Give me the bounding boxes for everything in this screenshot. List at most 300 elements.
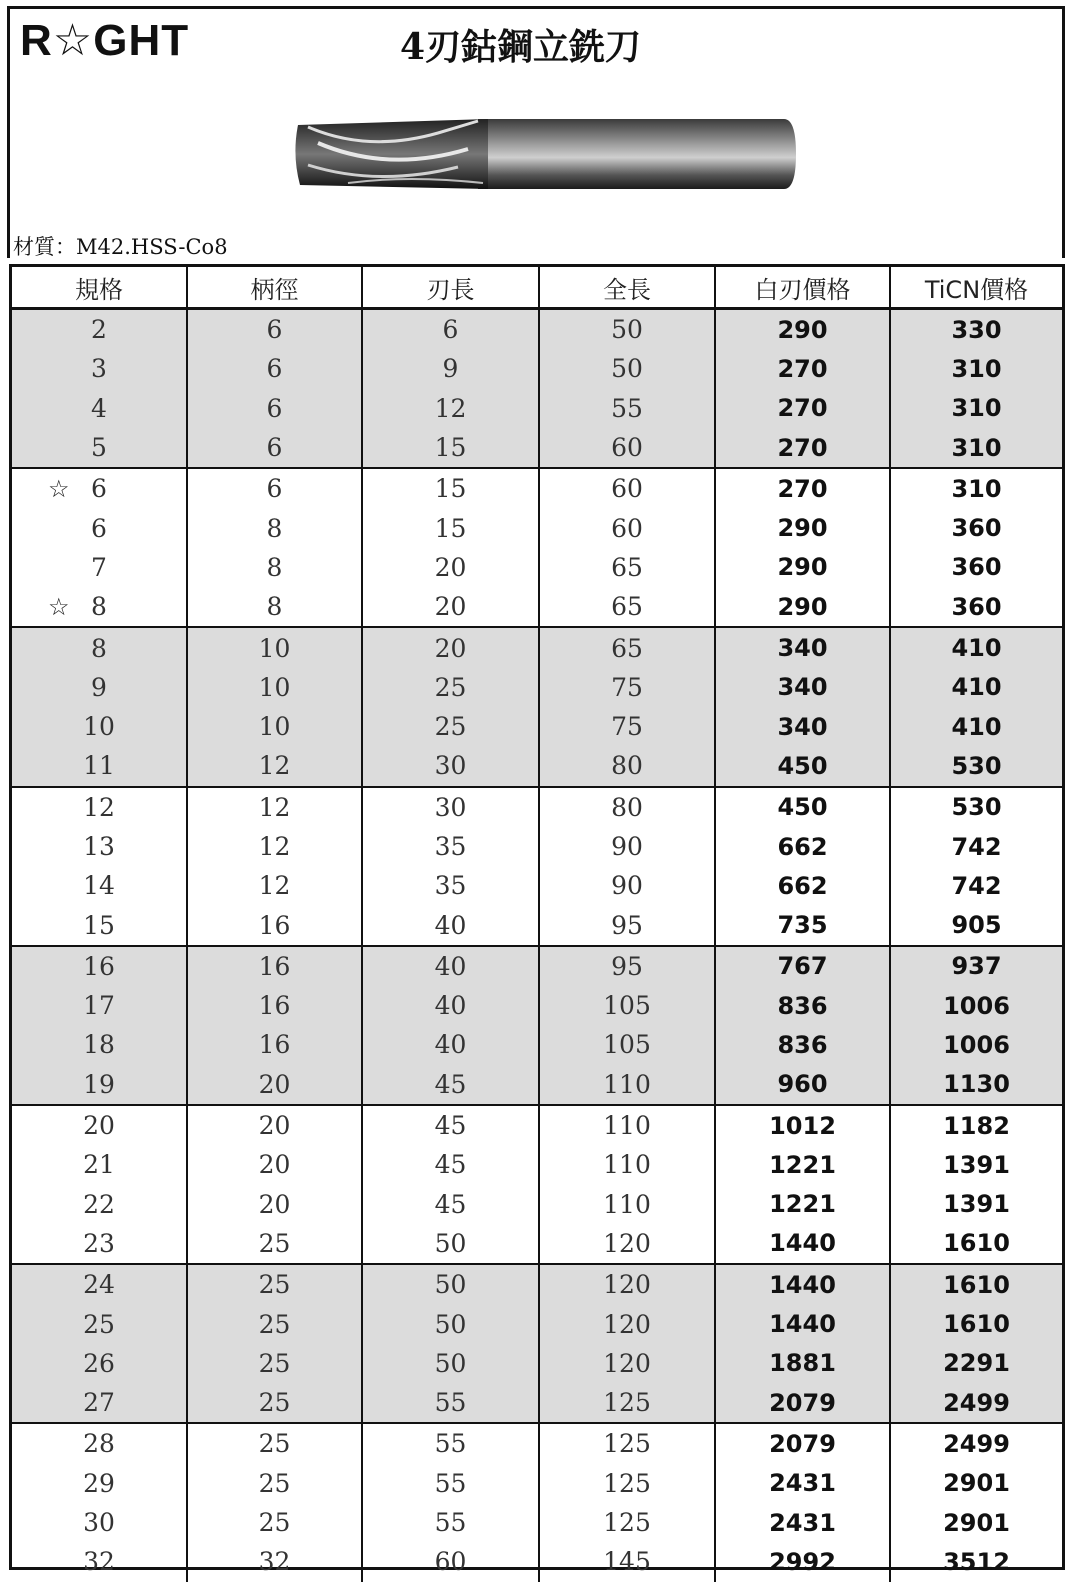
cell-value: 95 <box>611 910 643 940</box>
table-cell-shank <box>188 628 363 667</box>
table-row <box>12 1224 1062 1263</box>
cell-value: 60 <box>611 474 643 504</box>
cell-value: 25 <box>83 1309 115 1339</box>
table-cell-size <box>12 349 188 388</box>
table-cell-size <box>12 1304 188 1343</box>
table-cell-size <box>12 866 188 905</box>
cell-value: 28 <box>83 1429 115 1459</box>
cell-value: 960 <box>777 1070 828 1099</box>
table-cell-plain <box>716 707 891 746</box>
cell-value: 10 <box>258 712 291 742</box>
table-body <box>12 310 1062 1582</box>
cell-value: 20 <box>258 1111 291 1141</box>
cell-value: 20 <box>258 1150 291 1180</box>
table-cell-size <box>12 986 188 1025</box>
cell-value: 65 <box>611 552 643 582</box>
cell-value: 16 <box>258 951 291 981</box>
cell-value: 15 <box>434 513 467 543</box>
table-cell-flute <box>363 1503 540 1542</box>
table-cell-overall <box>540 1106 716 1145</box>
table-cell-overall <box>540 428 716 467</box>
table-cell-plain <box>716 1304 891 1343</box>
cell-value: 8 <box>91 633 107 663</box>
table-cell-overall <box>540 707 716 746</box>
table-cell-overall <box>540 1185 716 1224</box>
cell-value: 767 <box>777 952 828 981</box>
table-cell-overall <box>540 866 716 905</box>
table-cell-size <box>12 428 188 467</box>
table-cell-ticn <box>891 587 1062 626</box>
cell-value: 310 <box>951 354 1002 383</box>
table-cell-shank <box>188 349 363 388</box>
table-cell-size <box>12 1424 188 1463</box>
cell-value: 1006 <box>943 1030 1010 1059</box>
cell-value: 26 <box>83 1348 115 1378</box>
cell-value: 6 <box>266 354 283 384</box>
cell-value: 360 <box>951 514 1002 543</box>
cell-value: 80 <box>611 792 643 822</box>
cell-value: 50 <box>611 354 643 384</box>
cell-value: 30 <box>434 751 467 781</box>
table-cell-plain <box>716 1065 891 1104</box>
cell-value: 6 <box>442 315 459 345</box>
table-row <box>12 1265 1062 1304</box>
cell-value: 45 <box>434 1069 467 1099</box>
table-row <box>12 1503 1062 1542</box>
table-cell-plain <box>716 1106 891 1145</box>
cell-value: 9 <box>91 672 107 702</box>
cell-value: 1182 <box>943 1111 1010 1140</box>
cell-value: 65 <box>611 633 643 663</box>
column-header: 刃長 <box>363 267 540 307</box>
cell-value: 3 <box>91 354 107 384</box>
price-table <box>9 264 1065 1577</box>
table-cell-overall <box>540 310 716 349</box>
table-cell-ticn <box>891 788 1062 827</box>
table-cell-flute <box>363 389 540 428</box>
cell-value: 6 <box>266 393 283 423</box>
cell-value: 1610 <box>943 1229 1010 1258</box>
table-cell-ticn <box>891 628 1062 667</box>
cell-value: 340 <box>777 712 828 741</box>
table-cell-shank <box>188 1304 363 1343</box>
cell-value: 270 <box>777 474 828 503</box>
table-cell-plain <box>716 628 891 667</box>
cell-value: 662 <box>777 871 828 900</box>
table-row <box>12 788 1062 827</box>
cell-value: 125 <box>603 1388 651 1418</box>
table-cell-overall <box>540 1065 716 1104</box>
row-group <box>12 1265 1062 1424</box>
table-cell-flute <box>363 628 540 667</box>
cell-value: 120 <box>603 1270 651 1300</box>
cell-value: 50 <box>434 1348 467 1378</box>
table-row <box>12 827 1062 866</box>
cell-value: 450 <box>777 793 828 822</box>
table-cell-plain <box>716 469 891 508</box>
column-header: 規格 <box>12 267 188 307</box>
table-cell-plain <box>716 1145 891 1184</box>
table-cell-shank <box>188 1065 363 1104</box>
table-cell-plain <box>716 1344 891 1383</box>
table-cell-size <box>12 905 188 944</box>
table-cell-plain <box>716 905 891 944</box>
table-cell-ticn <box>891 1185 1062 1224</box>
table-cell-size <box>12 628 188 667</box>
cell-value: 25 <box>258 1228 291 1258</box>
table-row <box>12 1304 1062 1343</box>
table-cell-flute <box>363 1065 540 1104</box>
table-cell-size <box>12 1106 188 1145</box>
table-cell-flute <box>363 1383 540 1422</box>
table-cell-plain <box>716 827 891 866</box>
table-cell-plain <box>716 1383 891 1422</box>
cell-value: 340 <box>777 634 828 663</box>
table-cell-shank <box>188 1344 363 1383</box>
table-cell-overall <box>540 349 716 388</box>
table-cell-flute <box>363 1025 540 1064</box>
cell-value: 410 <box>951 634 1002 663</box>
page-title: 4刃鈷鋼立銑刀 <box>400 26 642 68</box>
table-cell-ticn <box>891 1464 1062 1503</box>
table-cell-shank <box>188 827 363 866</box>
table-cell-size <box>12 1383 188 1422</box>
table-cell-shank <box>188 1265 363 1304</box>
cell-value: 2431 <box>769 1508 836 1537</box>
table-cell-flute <box>363 508 540 547</box>
cell-value: 110 <box>603 1189 651 1219</box>
cell-value: 937 <box>951 952 1002 981</box>
row-group <box>12 947 1062 1106</box>
cell-value: 742 <box>951 871 1002 900</box>
table-cell-plain <box>716 428 891 467</box>
cell-value: 270 <box>777 433 828 462</box>
table-cell-shank <box>188 469 363 508</box>
table-row <box>12 1383 1062 1422</box>
cell-value: 1221 <box>769 1150 836 1179</box>
cell-value: 6 <box>266 433 283 463</box>
table-row <box>12 349 1062 388</box>
cell-value: 11 <box>83 751 115 781</box>
cell-value: 145 <box>603 1547 651 1577</box>
table-cell-plain <box>716 1265 891 1304</box>
cell-value: 65 <box>611 592 643 622</box>
table-cell-overall <box>540 1265 716 1304</box>
cell-value: 55 <box>434 1429 467 1459</box>
table-row <box>12 1106 1062 1145</box>
table-cell-plain <box>716 349 891 388</box>
table-row <box>12 947 1062 986</box>
cell-value: 1610 <box>943 1270 1010 1299</box>
table-cell-flute <box>363 1424 540 1463</box>
cell-value: 662 <box>777 832 828 861</box>
cell-value: 310 <box>951 474 1002 503</box>
cell-value: 105 <box>603 991 651 1021</box>
cell-value: 12 <box>258 871 291 901</box>
table-cell-size <box>12 587 188 626</box>
table-cell-shank <box>188 1383 363 1422</box>
cell-value: 125 <box>603 1508 651 1538</box>
cell-value: 8 <box>266 513 283 543</box>
table-row <box>12 1424 1062 1463</box>
cell-value: 8 <box>266 552 283 582</box>
cell-value: 6 <box>91 513 107 543</box>
column-header: 白刃價格 <box>716 267 891 307</box>
header-panel <box>7 6 1065 258</box>
table-row <box>12 668 1062 707</box>
table-cell-overall <box>540 668 716 707</box>
cell-value: 110 <box>603 1111 651 1141</box>
table-cell-flute <box>363 1145 540 1184</box>
table-cell-ticn <box>891 1503 1062 1542</box>
column-header: 全長 <box>540 267 716 307</box>
cell-value: 25 <box>258 1348 291 1378</box>
table-cell-size <box>12 707 188 746</box>
cell-value: 110 <box>603 1069 651 1099</box>
row-group <box>12 1424 1062 1581</box>
row-group <box>12 628 1062 787</box>
table-cell-ticn <box>891 508 1062 547</box>
cell-value: 95 <box>611 951 643 981</box>
table-row <box>12 587 1062 626</box>
table-row <box>12 469 1062 508</box>
cell-value: 105 <box>603 1030 651 1060</box>
cell-value: 6 <box>91 474 107 504</box>
table-cell-overall <box>540 1224 716 1263</box>
cell-value: 1440 <box>769 1229 836 1258</box>
table-cell-overall <box>540 587 716 626</box>
table-cell-overall <box>540 827 716 866</box>
cell-value: 80 <box>611 751 643 781</box>
cell-value: 55 <box>434 1388 467 1418</box>
table-cell-ticn <box>891 866 1062 905</box>
table-cell-ticn <box>891 1344 1062 1383</box>
table-cell-size <box>12 827 188 866</box>
cell-value: 270 <box>777 394 828 423</box>
table-cell-size <box>12 469 188 508</box>
table-cell-flute <box>363 548 540 587</box>
cell-value: 8 <box>91 592 107 622</box>
material-label: 材質：M42.HSS-Co8 <box>13 235 228 259</box>
cell-value: 2431 <box>769 1469 836 1498</box>
table-row <box>12 905 1062 944</box>
table-cell-size <box>12 1185 188 1224</box>
table-cell-overall <box>540 1503 716 1542</box>
table-cell-flute <box>363 827 540 866</box>
table-cell-ticn <box>891 668 1062 707</box>
cell-value: 25 <box>258 1388 291 1418</box>
cell-value: 2992 <box>769 1547 836 1576</box>
cell-value: 25 <box>258 1468 291 1498</box>
table-cell-shank <box>188 746 363 785</box>
table-cell-overall <box>540 947 716 986</box>
table-cell-size <box>12 668 188 707</box>
cell-value: 1440 <box>769 1270 836 1299</box>
cell-value: 32 <box>83 1547 115 1577</box>
table-cell-plain <box>716 508 891 547</box>
brand-logo: R☆GHT <box>20 16 190 65</box>
cell-value: 12 <box>258 751 291 781</box>
table-cell-overall <box>540 1145 716 1184</box>
table-cell-overall <box>540 1344 716 1383</box>
cell-value: 1440 <box>769 1310 836 1339</box>
cell-value: 13 <box>83 832 115 861</box>
cell-value: 450 <box>777 751 828 780</box>
cell-value: 40 <box>434 991 467 1021</box>
cell-value: 20 <box>434 633 467 663</box>
table-row <box>12 548 1062 587</box>
cell-value: 12 <box>83 792 115 822</box>
table-cell-ticn <box>891 1224 1062 1263</box>
table-cell-ticn <box>891 1424 1062 1463</box>
table-cell-shank <box>188 1106 363 1145</box>
cell-value: 30 <box>83 1508 115 1538</box>
cell-value: 9 <box>442 354 459 384</box>
table-cell-ticn <box>891 1383 1062 1422</box>
table-cell-flute <box>363 668 540 707</box>
cell-value: 836 <box>777 991 828 1020</box>
table-cell-shank <box>188 905 363 944</box>
star-icon: ☆ <box>48 474 70 503</box>
cell-value: 90 <box>611 871 643 901</box>
table-cell-plain <box>716 668 891 707</box>
cell-value: 25 <box>258 1309 291 1339</box>
cell-value: 905 <box>951 911 1002 940</box>
end-mill-image <box>288 113 800 195</box>
table-cell-size <box>12 1503 188 1542</box>
cell-value: 1006 <box>943 991 1010 1020</box>
cell-value: 19 <box>83 1069 115 1099</box>
cell-value: 1012 <box>769 1111 836 1140</box>
cell-value: 12 <box>258 792 291 822</box>
table-cell-plain <box>716 1185 891 1224</box>
table-cell-size <box>12 310 188 349</box>
cell-value: 16 <box>83 951 115 981</box>
table-row <box>12 1065 1062 1104</box>
cell-value: 120 <box>603 1348 651 1378</box>
cell-value: 12 <box>258 832 291 861</box>
table-cell-plain <box>716 746 891 785</box>
cell-value: 2079 <box>769 1429 836 1458</box>
cell-value: 4 <box>91 393 107 423</box>
table-cell-flute <box>363 1106 540 1145</box>
cell-value: 16 <box>258 1030 291 1060</box>
table-cell-size <box>12 947 188 986</box>
table-cell-flute <box>363 428 540 467</box>
table-cell-ticn <box>891 1145 1062 1184</box>
cell-value: 125 <box>603 1468 651 1498</box>
table-cell-ticn <box>891 947 1062 986</box>
table-header <box>12 267 1062 310</box>
table-cell-plain <box>716 1224 891 1263</box>
table-cell-flute <box>363 310 540 349</box>
cell-value: 45 <box>434 1150 467 1180</box>
table-cell-flute <box>363 1185 540 1224</box>
table-cell-flute <box>363 746 540 785</box>
cell-value: 310 <box>951 394 1002 423</box>
table-cell-ticn <box>891 428 1062 467</box>
table-cell-shank <box>188 788 363 827</box>
cell-value: 120 <box>603 1309 651 1339</box>
table-cell-size <box>12 1224 188 1263</box>
cell-value: 16 <box>258 910 291 940</box>
cell-value: 6 <box>266 474 283 504</box>
row-group <box>12 788 1062 947</box>
cell-value: 735 <box>777 911 828 940</box>
table-cell-flute <box>363 866 540 905</box>
cell-value: 24 <box>83 1270 115 1300</box>
table-cell-flute <box>363 788 540 827</box>
table-cell-shank <box>188 1185 363 1224</box>
cell-value: 125 <box>603 1429 651 1459</box>
table-cell-flute <box>363 349 540 388</box>
cell-value: 25 <box>258 1270 291 1300</box>
table-cell-size <box>12 1344 188 1383</box>
cell-value: 55 <box>434 1468 467 1498</box>
cell-value: 21 <box>83 1150 115 1180</box>
table-cell-ticn <box>891 827 1062 866</box>
cell-value: 50 <box>434 1228 467 1258</box>
table-row <box>12 1464 1062 1503</box>
cell-value: 1391 <box>943 1190 1010 1219</box>
cell-value: 55 <box>434 1508 467 1538</box>
table-cell-size <box>12 788 188 827</box>
table-cell-shank <box>188 389 363 428</box>
cell-value: 15 <box>83 910 115 940</box>
table-cell-ticn <box>891 746 1062 785</box>
cell-value: 2901 <box>943 1469 1010 1498</box>
table-cell-ticn <box>891 905 1062 944</box>
cell-value: 1391 <box>943 1150 1010 1179</box>
table-cell-size <box>12 508 188 547</box>
cell-value: 330 <box>951 315 1002 344</box>
cell-value: 45 <box>434 1189 467 1219</box>
cell-value: 29 <box>83 1468 115 1498</box>
cell-value: 2499 <box>943 1388 1010 1417</box>
table-cell-plain <box>716 548 891 587</box>
cell-value: 20 <box>434 552 467 582</box>
table-row <box>12 1185 1062 1224</box>
cell-value: 25 <box>434 712 467 742</box>
table-row <box>12 428 1062 467</box>
cell-value: 14 <box>83 871 115 901</box>
cell-value: 25 <box>258 1429 291 1459</box>
cell-value: 60 <box>611 433 643 463</box>
cell-value: 360 <box>951 553 1002 582</box>
table-cell-flute <box>363 1265 540 1304</box>
table-cell-flute <box>363 1344 540 1383</box>
table-row <box>12 628 1062 667</box>
table-row <box>12 508 1062 547</box>
cell-value: 530 <box>951 793 1002 822</box>
cell-value: 50 <box>434 1309 467 1339</box>
table-cell-shank <box>188 1424 363 1463</box>
table-cell-ticn <box>891 986 1062 1025</box>
cell-value: 16 <box>258 991 291 1021</box>
table-cell-shank <box>188 1025 363 1064</box>
table-cell-shank <box>188 587 363 626</box>
cell-value: 8 <box>266 592 283 622</box>
cell-value: 1881 <box>769 1349 836 1378</box>
table-cell-overall <box>540 548 716 587</box>
table-cell-flute <box>363 1464 540 1503</box>
table-cell-shank <box>188 1464 363 1503</box>
table-cell-flute <box>363 986 540 1025</box>
cell-value: 60 <box>434 1547 467 1577</box>
table-row <box>12 746 1062 785</box>
row-group <box>12 310 1062 469</box>
table-cell-overall <box>540 1464 716 1503</box>
